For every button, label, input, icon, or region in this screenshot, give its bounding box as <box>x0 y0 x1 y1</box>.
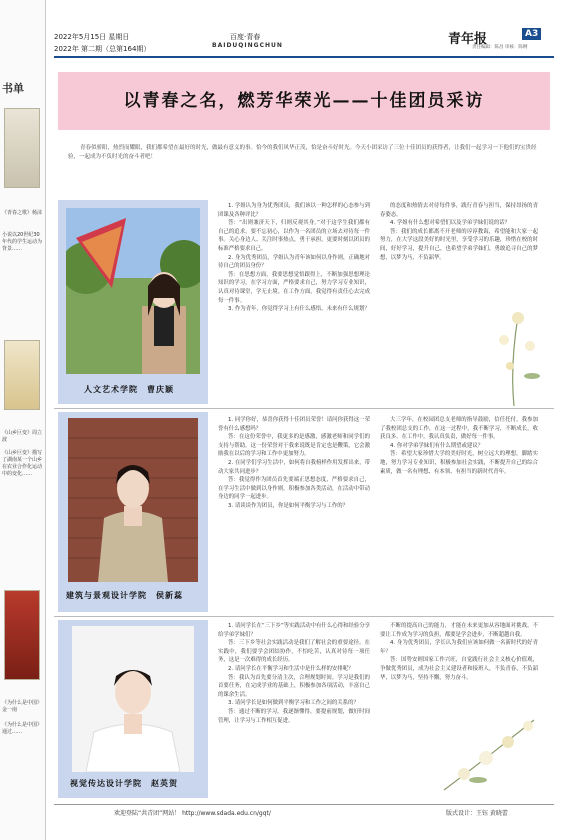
book-cover-3 <box>4 590 40 680</box>
interview-column-2 <box>380 202 538 262</box>
page-number-badge: A3 <box>522 28 541 40</box>
portrait-illustration-1 <box>66 208 200 374</box>
intro-paragraph: 青春似骄阳，热烈而耀眼，我们都希望在最好的时光，做最有意义的事。恰今的我们风华正茂，恰是奋斗好时光。今天小团采访了三位十佳团员的获得者，让我们一起学习一下他们的宝贵经验，一起成为不负时光的奋斗者吧！ <box>68 145 537 160</box>
qa-paragraph: 3. 请问学长是如何做到平衡学习和工作之间的关系的？ <box>228 700 359 707</box>
photo-frame <box>58 200 208 404</box>
qa-paragraph: 答：在这份荣誉中，我更多的是感激，感激老师和同学们的支持与帮助。这一份荣誉对于我来说既是肯定也是鞭策，它会激励我在以后的学习和工作中更加努力。 <box>218 434 370 458</box>
qa-paragraph: 的态度和热情去对待每件事，践行青春与担当，保持昂扬的青春姿态。 <box>380 203 538 218</box>
portrait-illustration-3 <box>72 626 194 772</box>
qa-paragraph: 答：我认为首先要分清主次，合理规划时间。学习是我们的首要任务，在完成学业的基础上，积极参加各项活动，丰富自己的课余生活。 <box>218 674 370 698</box>
interviewee-caption: 人文艺术学院 曹庆颖 <box>84 385 174 394</box>
qa-paragraph: 1. 同学你好，恭喜你获得十佳团员荣誉！请问你获得这一荣誉有什么感想吗？ <box>218 417 370 432</box>
newspaper-page <box>54 28 554 828</box>
qa-paragraph: 1. 学姐认为身为优秀团员，我们该以一种怎样的心态参与到团课及各种评比？ <box>218 203 370 218</box>
qa-paragraph: 答：希望大家珍惜大学的美好时光，树立远大的理想，脚踏实地，努力学习专业知识，积极参加社会实践，不断提升自己的综合素质，做一名有理想、有本领、有担当的新时代青年。 <box>380 451 538 475</box>
book-caption-3: 《为什么是中国》金一南 <box>2 700 43 713</box>
interview-column-1 <box>218 202 370 314</box>
qa-paragraph: 4. 身为优秀团员，学长认为我们应该如何做一名新时代的好青年？ <box>380 640 538 655</box>
qa-paragraph: 答：我们的成长都离不开老师的谆谆教诲，希望能和大家一起努力，在大学这段美好的时光里，享受学习的乐趣，珍惜在校的时间，好好学习，提升自己，也希望学弟学妹们，勇敢追寻自己的梦想，以梦为马，不负韶华。 <box>380 228 538 261</box>
book-desc-1: 小说以20世纪30年代的学生运动为背景…… <box>2 232 43 252</box>
page-header <box>54 28 554 68</box>
interviewee-caption: 建筑与景观设计学院 侯新蕊 <box>66 591 183 600</box>
section-divider <box>54 408 554 409</box>
qa-paragraph: 答：三下乡等社会实践活动是我们了解社会的重要途径。在实践中，我们要学会团结协作，不怕吃苦，认真对待每一项任务，这是一次难得的成长经历。 <box>218 640 370 664</box>
photo-frame <box>58 620 208 798</box>
qa-paragraph: 大三学年，在校园团总支老师的指导鼓励，信任托付，我参加了我校团总支的工作，在这一过程中，我不断学习，不断成长，收获良多。在工作中，我认真负责，做好每一件事。 <box>380 417 538 441</box>
interview-column-1 <box>218 622 370 725</box>
flower-decoration-icon <box>474 296 554 406</box>
portrait-illustration-2 <box>68 418 198 582</box>
website-notice: 欢迎登陆“共青团”网站！ http://www.sdada.edu.cn/gqt/ <box>114 810 271 817</box>
portrait-photo <box>68 418 198 582</box>
qa-paragraph: 1. 请问学长在“三下乡”等实践活动中有什么心得和经验分享给学弟学妹们？ <box>218 623 370 638</box>
section-divider <box>54 616 554 617</box>
qa-paragraph: 不断的提高自己的能力，才能在未来更加从容地面对挑战。不要让工作成为学习的负担，都要是学会进步，不断超越自我。 <box>380 623 538 638</box>
issue-date: 2022年5月15日 星期日 <box>54 33 130 41</box>
qa-paragraph: 3. 作为青年，你觉得学习上有什么感悟，未来有什么规划？ <box>228 306 370 313</box>
column-name-en: BAIDUQINGCHUN <box>212 42 283 49</box>
interview-section-2 <box>54 412 554 612</box>
interview-column-2 <box>380 622 538 682</box>
interview-column-2 <box>380 416 538 476</box>
qa-paragraph: 答：我觉得作为团员首先要端正思想态度，严格要求自己，在学习生活中做到以身作则。积极参加各类活动，在活动中带动身边的同学一起进步。 <box>218 477 370 501</box>
issue-number: 2022年 第二期（总第164期） <box>54 45 151 53</box>
book-caption-2: 《山乡巨变》周立波 <box>2 430 43 443</box>
adjacent-heading: 书单 <box>2 82 24 95</box>
editor-credit: 责任编辑：陈昌 审核：陈纲 <box>472 45 528 50</box>
qa-paragraph: 答：通过不断的学习，我逐渐懂得，要提前规划，做好时间管理，让学习与工作相互促进。 <box>218 708 370 724</box>
qa-paragraph: 4. 你对学弟学妹们有什么期望或建议？ <box>390 442 484 449</box>
column-name: 百度·青春 <box>230 33 261 41</box>
book-desc-3: 《为什么是中国》通过…… <box>2 722 43 735</box>
qa-paragraph: 答：“出则兼济天下，归则反观其身。”对于这学生我们都有自己的追求，要不忘初心，以作为一名团员的立场去对待每一件事。关心身边人、关注时事热点，勇于承担，更要时刻以团员的标准严格要求自己。 <box>218 220 370 252</box>
qa-paragraph: 2. 请问学长在平衡学习和生活中是什么样的安排呢？ <box>228 665 354 672</box>
portrait-photo <box>72 626 194 772</box>
interview-column-1 <box>218 416 370 511</box>
book-desc-2: 《山乡巨变》描写了湖南某一个山乡在农业合作化运动中的变化…… <box>2 450 43 477</box>
book-cover-2 <box>4 340 40 410</box>
book-caption-1: 《青春之歌》杨沫 <box>2 210 43 216</box>
headline-banner <box>58 72 550 130</box>
masthead-logo: 青年报 <box>448 32 488 47</box>
interviewee-caption: 视觉传达设计学院 赵英贺 <box>70 779 178 788</box>
interview-section-1 <box>54 196 554 406</box>
page-footer <box>54 804 554 816</box>
qa-paragraph: 答：国势安则国家工作兴旺，自觉践行社会主义核心价值观，争做优秀团员，成为社会主义建设者和接班人，不负青春，不负韶华，以梦为马，坚持不懈，努力奋斗。 <box>380 657 538 681</box>
book-cover-1 <box>4 108 40 188</box>
flower-decoration-icon <box>434 700 544 796</box>
qa-paragraph: 答：在思想方面，我要思想觉悟跟得上，不断加强思想理论知识的学习，在学习方面，严格要求自己，努力学习专业知识，认真对待课堂，学无止境。在工作方面，我觉得有责任心去完成每一件事。 <box>218 271 370 304</box>
portrait-photo <box>66 208 200 374</box>
qa-paragraph: 3. 请谈谈作为团员，你是如何平衡学习与工作的？ <box>228 502 349 509</box>
qa-paragraph: 2. 在同学们学习生活中，如何将自我榜样作用发挥出来，带动大家共同进步？ <box>218 459 370 475</box>
header-rule <box>54 56 554 58</box>
headline: 以青春之名，燃芳华荣光——十佳团员采访 <box>123 91 485 111</box>
adjacent-page-strip <box>0 0 46 840</box>
qa-paragraph: 2. 身为优秀团员，学姐认为青年该如何以身作则，正确地对待自己的团员身份？ <box>218 254 370 270</box>
photo-frame <box>58 412 208 612</box>
qa-paragraph: 4. 学姐有什么想对希望们以及学弟学妹们说的话？ <box>390 220 511 227</box>
interview-section-3 <box>54 620 554 800</box>
layout-credit: 版式设计：王钰 黄晓蕾 <box>446 810 508 817</box>
